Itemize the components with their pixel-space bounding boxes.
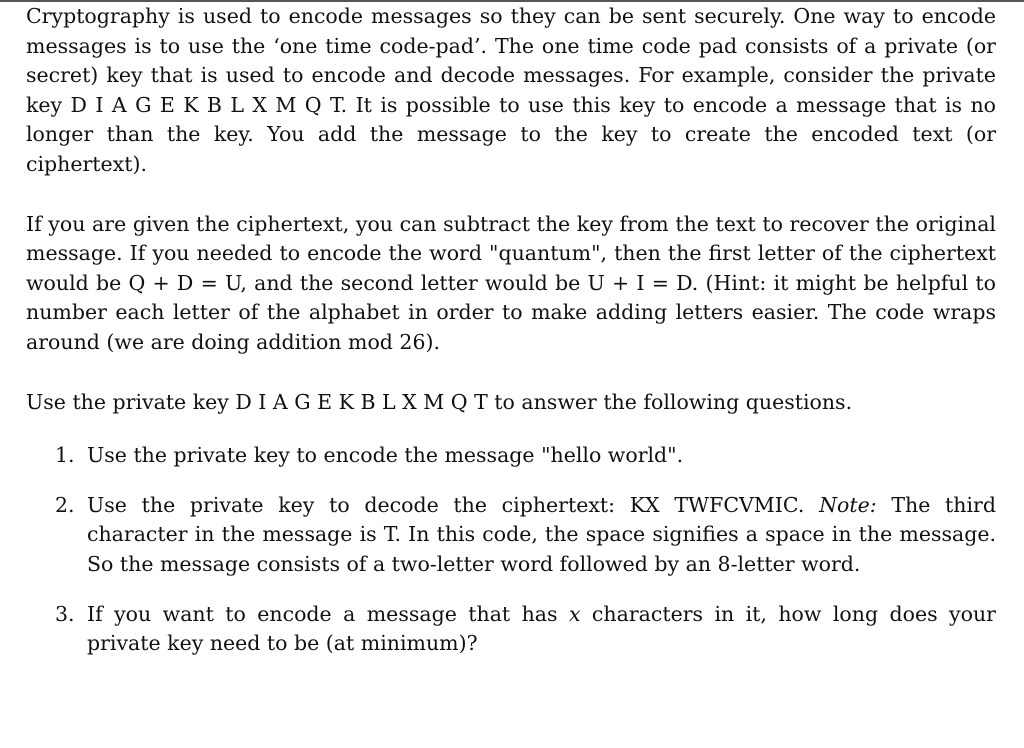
question-3 — [26, 600, 996, 659]
document-body — [26, 2, 996, 659]
note-label: Note: — [819, 492, 877, 517]
question-text: Use the private key to encode the message "hello world". — [87, 443, 684, 468]
question-1 — [26, 441, 996, 471]
math-variable: x — [568, 601, 581, 626]
question-text-continued: characters in it, how long does your private key need to be (at minimum)? — [87, 601, 996, 656]
intro-paragraph-2: If you are given the ciphertext, you can subtract the key from the text to recover the original message. If you needed to encode the word "quantum", then the first letter of the ciphertext would be Q + D = U, and the second letter would be U + I = D. (Hint: it might be helpful to number each letter of the alphabet in order to make adding letters easier. The code wraps around (we are doing addition mod 26). — [26, 211, 996, 354]
question-number: 1. — [55, 443, 75, 468]
question-text: Use the private key to decode the ciphertext: KX TWFCVMIC. — [87, 492, 805, 517]
question-number: 3. — [55, 601, 75, 626]
question-list — [26, 441, 996, 659]
question-2 — [26, 491, 996, 580]
question-text: If you want to encode a message that has — [87, 601, 558, 626]
question-number: 2. — [55, 492, 75, 517]
note-text: The third character in the message is T. In this code, the space signifies a space in the message. So the message consists of a two-letter word followed by an 8-letter word. — [87, 492, 996, 576]
intro-paragraph-1: Cryptography is used to encode messages so they can be sent securely. One way to encode messages is to use the ‘one time code-pad’. The one time code pad consists of a private (or secret) key that is used to encode and decode messages. For example, consider the private key D I A G E K B L X M Q T. It is possible to use this key to encode a message that is no longer than the key. You add the message to the key to create the encoded text (or ciphertext). — [26, 4, 996, 176]
instruction-text: Use the private key D I A G E K B L X M Q T to answer the following questions. — [26, 389, 853, 414]
